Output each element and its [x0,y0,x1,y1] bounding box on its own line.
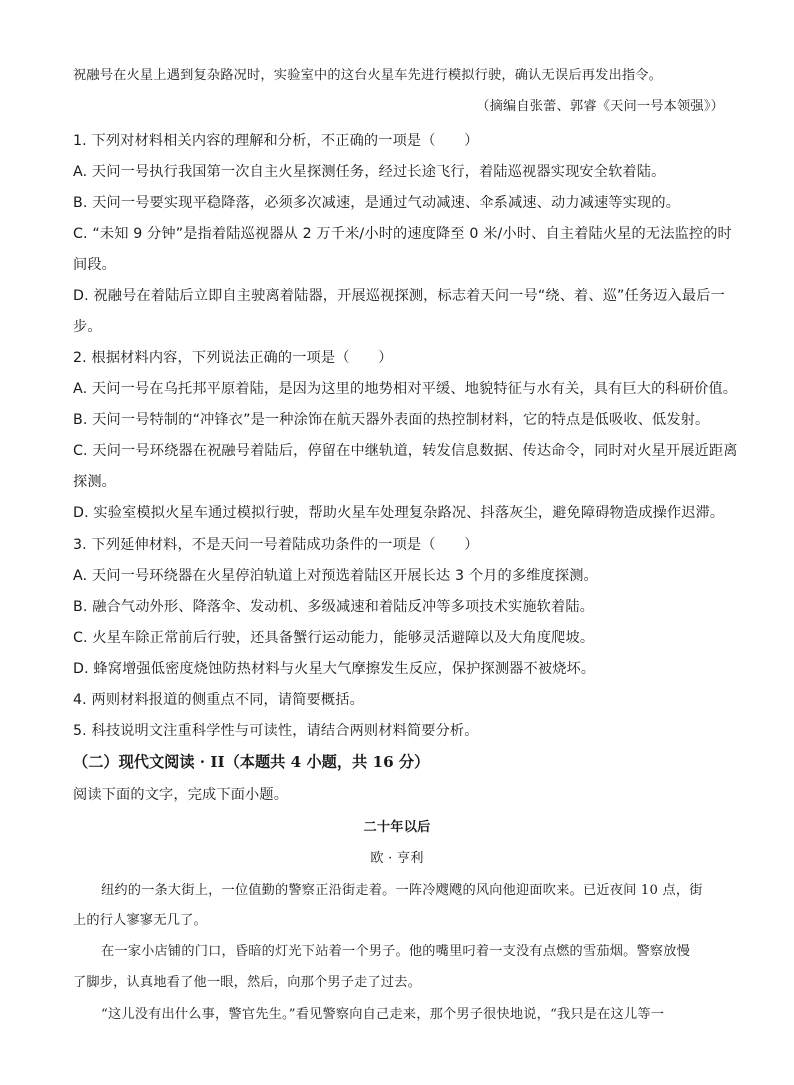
question-3-option-c: C. 火星车除正常前后行驶，还具备蟹行运动能力，能够灵活避障以及大角度爬坡。 [73,630,595,646]
question-1-option-d: D. 祝融号在着陆后立即自主驶离着陆器，开展巡视探测，标志着天问一号“绕、着、巡”任务迈入最后一 [73,288,725,304]
question-1-option-a: A. 天问一号执行我国第一次自主火星探测任务，经过长途飞行，着陆巡视器实现安全软着陆。 [73,164,666,180]
story-author: 欧 · 亨利 [370,851,424,866]
story-paragraph-line: 纽约的一条大街上，一位值勤的警察正沿街走着。一阵冷飕飕的风向他迎面吹来。已近夜间 10 点，街 [101,883,703,898]
question-1-option-d-cont: 步。 [73,319,102,335]
section-instruction: 阅读下面的文字，完成下面小题。 [73,787,289,803]
question-4-stem: 4. 两则材料报道的侧重点不同，请简要概括。 [73,692,364,708]
question-2-option-c-cont: 探测。 [73,474,117,490]
question-1-option-b: B. 天问一号要实现平稳降落，必须多次减速，是通过气动减速、伞系减速、动力减速等实现的。 [73,195,681,211]
question-2-option-b: B. 天问一号特制的“冲锋衣”是一种涂饰在航天器外表面的热控制材料，它的特点是低吸收、低发射。 [73,412,710,428]
story-paragraph-line: “这儿没有出什么事，警官先生。”看见警察向自己走来，那个男子很快地说，“我只是在这儿等一 [101,1007,665,1022]
question-3-stem: 3. 下列延伸材料，不是天问一号着陆成功条件的一项是（ ） [73,537,479,553]
question-5-stem: 5. 科技说明文注重科学性与可读性，请结合两则材料简要分析。 [73,723,479,739]
question-2-option-d: D. 实验室模拟火星车通过模拟行驶，帮助火星车处理复杂路况、抖落灰尘，避免障碍物造成操作迟滞。 [73,505,725,521]
story-paragraph-line: 了脚步，认真地看了他一眼，然后，向那个男子走了过去。 [73,975,422,990]
story-title: 二十年以后 [363,820,431,835]
question-3-option-a: A. 天问一号环绕器在火星停泊轨道上对预选着陆区开展长达 3 个月的多维度探测。 [73,568,598,584]
question-1-stem: 1. 下列对材料相关内容的理解和分析，不正确的一项是（ ） [73,133,479,149]
story-paragraph-line: 上的行人寥寥无几了。 [73,913,207,928]
question-2-stem: 2. 根据材料内容，下列说法正确的一项是（ ） [73,350,393,366]
question-2-option-a: A. 天问一号在乌托邦平原着陆，是因为这里的地势相对平缓、地貌特征与水有关，具有巨大的科研价值。 [73,381,738,397]
question-2-option-c: C. 天问一号环绕器在祝融号着陆后，停留在中继轨道，转发信息数据、传达命令，同时对火星开展近距离 [73,443,738,459]
passage-text-line: 祝融号在火星上遇到复杂路况时，实验室中的这台火星车先进行模拟行驶，确认无误后再发出指令。 [73,68,663,83]
question-1-option-c: C. “未知 9 分钟”是指着陆巡视器从 2 万千米/小时的速度降至 0 米/小时、自主着陆火星的无法监控的时 [73,226,732,242]
source-citation: （摘编自张蕾、郭睿《天问一号本领强》） [476,99,724,114]
question-3-option-b: B. 融合气动外形、降落伞、发动机、多级减速和着陆反冲等多项技术实施软着陆。 [73,599,595,615]
question-1-option-c-cont: 间段。 [73,257,117,273]
question-3-option-d: D. 蜂窝增强低密度烧蚀防热材料与火星大气摩擦发生反应，保护探测器不被烧坏。 [73,661,596,677]
story-paragraph-line: 在一家小店铺的门口，昏暗的灯光下站着一个男子。他的嘴里叼着一支没有点燃的雪茄烟。警察放慢 [101,944,691,959]
section-heading: （二）现代文阅读 · II（本题共 4 小题，共 16 分） [73,753,430,771]
